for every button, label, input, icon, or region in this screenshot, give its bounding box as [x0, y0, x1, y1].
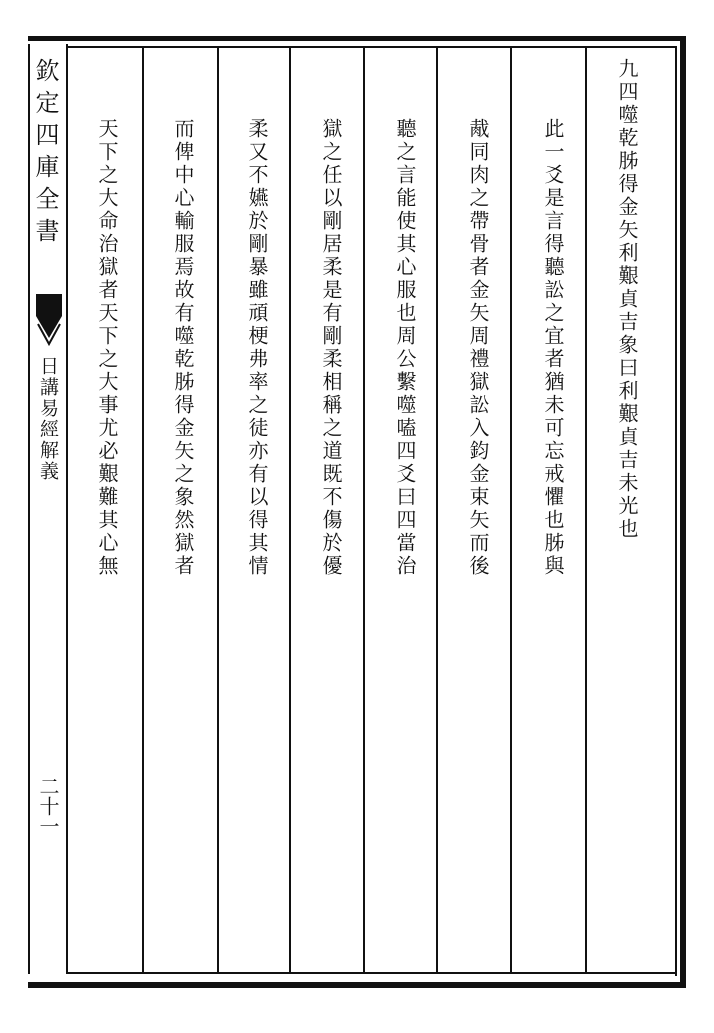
- text-column-4: [370, 118, 440, 1033]
- frame-inner-rule-right: [675, 46, 677, 976]
- text-column-6: [222, 118, 292, 1033]
- margin-rule-inner: [66, 44, 68, 974]
- column-text: 九四噬乾胏得金矢利艱貞吉象曰利艱貞吉未光也: [615, 58, 639, 541]
- column-text: 而俾中心輸服焉故有噬乾胏得金矢之象然獄者: [171, 118, 195, 578]
- page-number: 二十一: [36, 776, 60, 836]
- text-column-7: [148, 118, 218, 1033]
- text-column-2: [518, 118, 588, 1033]
- column-text: 柔又不嬿於剛暴雖頑梗弗率之徒亦有以得其情: [245, 118, 269, 578]
- column-text: 胾同肉之帶骨者金矢周禮獄訟入鈞金束矢而後: [466, 118, 490, 578]
- column-rule: [142, 46, 144, 974]
- text-column-3: [443, 118, 513, 1033]
- text-column-5: [296, 118, 366, 1033]
- fishtail-ornament-icon: [36, 294, 62, 350]
- margin-subtitle: 日講易經解義: [37, 356, 59, 482]
- column-text: 此一爻是言得聽訟之宜者猶未可忘戒懼也胏與: [541, 118, 565, 578]
- margin-title: 欽定四庫全書: [31, 58, 59, 250]
- column-text: 獄之任以剛居柔是有剛柔相稱之道既不傷於優: [319, 118, 343, 578]
- column-text: 天下之大命治獄者天下之大事尤必艱難其心無: [95, 118, 119, 578]
- text-column-8: [72, 118, 142, 1033]
- text-column-1: [592, 58, 662, 973]
- column-text: 聽之言能使其心服也周公繫噬嗑四爻曰四當治: [393, 118, 417, 578]
